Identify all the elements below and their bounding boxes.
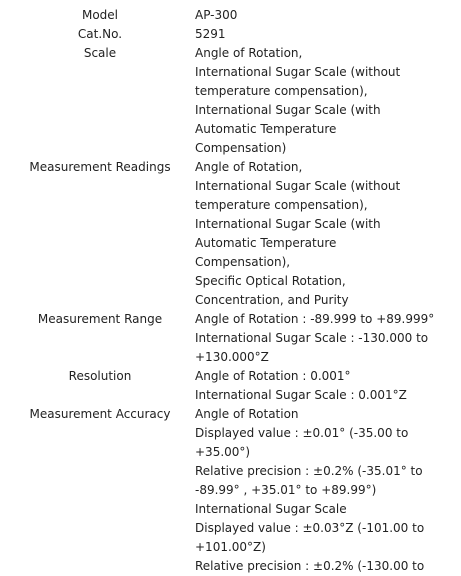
spec-value-line: 5291 — [195, 27, 226, 41]
spec-value-line: Automatic Temperature — [195, 122, 337, 136]
spec-row-scale — [0, 44, 461, 158]
spec-value-line: -89.99° , +35.01° to +89.99°) — [195, 483, 377, 497]
spec-value-line: International Sugar Scale : 0.001°Z — [195, 388, 407, 402]
spec-row-model — [0, 6, 461, 25]
spec-value-line: Automatic Temperature — [195, 236, 337, 250]
spec-value-line: Compensation) — [195, 141, 287, 155]
spec-value-line: Relative precision : ±0.2% (-130.00 to — [195, 559, 425, 573]
spec-value-line: International Sugar Scale : -130.000 to — [195, 331, 429, 345]
spec-label: Scale — [83, 46, 117, 60]
spec-value-line: +130.000°Z — [195, 350, 269, 364]
spec-row-resolution — [0, 367, 461, 405]
spec-row-measurement-range — [0, 310, 461, 367]
spec-value-line: International Sugar Scale — [195, 502, 347, 516]
spec-value-line: +101.00°Z) — [195, 540, 266, 554]
spec-row-measurement-readings — [0, 158, 461, 310]
spec-label: Cat.No. — [77, 27, 123, 41]
spec-value-line: +35.00°) — [195, 445, 251, 459]
spec-value — [195, 310, 440, 367]
spec-value-line: International Sugar Scale (with — [195, 217, 381, 231]
spec-row-measurement-accuracy — [0, 405, 461, 576]
spec-value-line: Specific Optical Rotation, — [195, 274, 346, 288]
spec-value — [195, 6, 440, 25]
spec-value-line: Angle of Rotation, — [195, 160, 303, 174]
spec-value-line: Angle of Rotation : -89.999 to +89.999° — [195, 312, 435, 326]
spec-value-line: Compensation), — [195, 255, 291, 269]
spec-value — [195, 25, 440, 44]
spec-value-line: Relative precision : ±0.2% (-35.01° to — [195, 464, 423, 478]
spec-label: Resolution — [68, 369, 132, 383]
spec-value-line: International Sugar Scale (without — [195, 65, 401, 79]
spec-value-line: Angle of Rotation — [195, 407, 299, 421]
spec-value-line: Displayed value : ±0.03°Z (-101.00 to — [195, 521, 425, 535]
spec-value — [195, 405, 440, 576]
spec-label: Measurement Range — [37, 312, 163, 326]
spec-value-line: Angle of Rotation : 0.001° — [195, 369, 351, 383]
spec-label: Model — [81, 8, 119, 22]
spec-value — [195, 44, 440, 158]
spec-row-cat-no — [0, 25, 461, 44]
spec-value-line: International Sugar Scale (without — [195, 179, 401, 193]
spec-value-line: AP-300 — [195, 8, 238, 22]
spec-value-line: Displayed value : ±0.01° (-35.00 to — [195, 426, 409, 440]
spec-value-line: Angle of Rotation, — [195, 46, 303, 60]
spec-label: Measurement Accuracy — [29, 407, 171, 421]
spec-value-line: temperature compensation), — [195, 198, 368, 212]
spec-value-line: International Sugar Scale (with — [195, 103, 381, 117]
spec-value-line: Concentration, and Purity — [195, 293, 349, 307]
spec-label: Measurement Readings — [29, 160, 171, 174]
spec-value-line: temperature compensation), — [195, 84, 368, 98]
spec-value — [195, 367, 440, 405]
spec-value — [195, 158, 440, 310]
